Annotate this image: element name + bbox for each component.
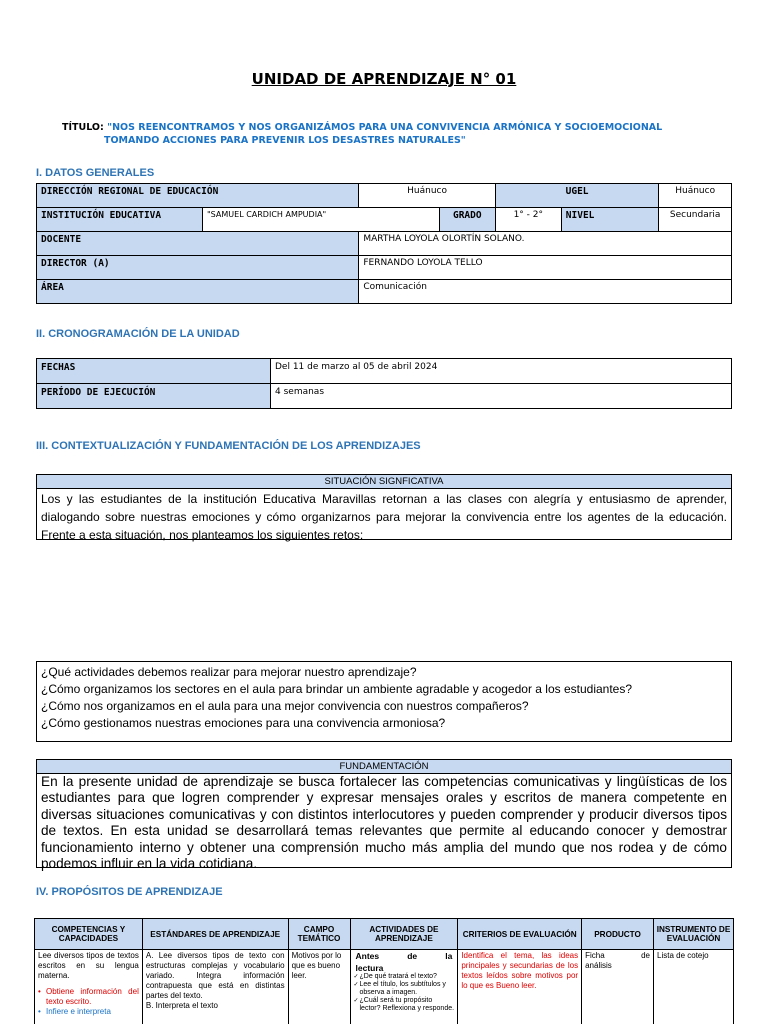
competencia-cell — [35, 950, 143, 1024]
fechas-label: FECHAS — [37, 359, 271, 384]
fundamentacion-box — [36, 759, 732, 872]
producto-word: de — [641, 951, 651, 960]
dre-value: Huánuco — [359, 184, 495, 208]
docente-label: DOCENTE — [37, 232, 359, 256]
unit-title — [62, 121, 732, 147]
header-actividades: ACTIVIDADES DE APRENDIZAJE — [350, 919, 458, 950]
estandar-b: B. Interpreta el texto — [145, 1001, 218, 1010]
capacidad-item: • Obtiene información del texto escrito. — [38, 987, 139, 1007]
nivel-label: NIVEL — [561, 208, 659, 232]
header-criterios: CRITERIOS DE EVALUACIÓN — [458, 919, 582, 950]
propositos-table — [34, 918, 734, 1024]
situacion-box — [36, 474, 732, 540]
area-label: ÁREA — [37, 280, 359, 304]
capacidad-item: • Infiere e interpreta — [38, 1007, 139, 1017]
periodo-value: 4 semanas — [271, 384, 732, 409]
header-campo: CAMPO TEMÁTICO — [288, 919, 350, 950]
fechas-value: Del 11 de marzo al 05 de abril 2024 — [271, 359, 732, 384]
fundamentacion-text: En la presente unidad de aprendizaje se busca fortalecer las competencias comunicativas y lingüísticas de los estudiantes para que logren comprender y expresar mensajes orales y escritos de manera competente en diversas situaciones comunicativas y con distintos interlocutores y pueden comprender y producir diversos tipos de textos. En esta unidad se desarrollará temas relevantes que permite al educando conocer y demostrar funcionamiento interno y obtener una comprensión mucho más amplia del mundo que nos rodea y de cómo podemos influir en la vida cotidiana. — [41, 774, 727, 872]
retos-list — [36, 661, 732, 742]
producto-cell — [582, 950, 654, 1024]
ugel-label: UGEL — [495, 184, 659, 208]
dre-label: DIRECCIÓN REGIONAL DE EDUCACIÓN — [37, 184, 359, 208]
actividad-title-word: lectura — [355, 963, 384, 973]
actividad-title-word: Antes — [355, 951, 380, 961]
reto-item: ¿Cómo organizamos los sectores en el aula para brindar un ambiente agradable y acogedor a los estudiantes? — [41, 682, 633, 696]
grado-label: GRADO — [439, 208, 495, 232]
header-producto: PRODUCTO — [582, 919, 654, 950]
instrumento-cell: Lista de cotejo — [654, 950, 734, 1024]
section-heading-crono: II. CRONOGRAMACIÓN DE LA UNIDAD — [36, 328, 240, 340]
nivel-value: Secundaria — [659, 208, 732, 232]
datos-generales-table — [36, 183, 732, 304]
docente-value: MARTHA LOYOLA OLORTÍN SOLANO. — [359, 232, 732, 256]
section-heading-propositos: IV. PROPÓSITOS DE APRENDIZAJE — [36, 886, 223, 898]
actividad-title-word: de — [407, 951, 418, 961]
cronogramacion-table — [36, 358, 732, 409]
ie-label: INSTITUCIÓN EDUCATIVA — [37, 208, 203, 232]
section-heading-datos: I. DATOS GENERALES — [36, 167, 155, 179]
actividad-title-word: la — [445, 951, 453, 961]
director-label: DIRECTOR (A) — [37, 256, 359, 280]
header-instrumento: INSTRUMENTO DE EVALUACIÓN — [654, 919, 734, 950]
ugel-value: Huánuco — [659, 184, 732, 208]
reto-item: ¿Qué actividades debemos realizar para mejorar nuestro aprendizaje? — [41, 665, 417, 679]
header-estandares: ESTÁNDARES DE APRENDIZAJE — [142, 919, 288, 950]
periodo-label: PERÍODO DE EJECUCIÓN — [37, 384, 271, 409]
area-value: Comunicación — [359, 280, 732, 304]
competencia-text: Lee diversos tipos de textos escritos en su lengua materna. — [38, 951, 139, 980]
actividades-cell — [350, 950, 458, 1024]
titulo-line-1: "NOS REENCONTRAMOS Y NOS ORGANIZÁMOS PARA UNA CONVIVENCIA ARMÓNICA Y SOCIOEMOCIONAL — [107, 122, 663, 133]
actividad-item: ✓ ¿De qué tratará el texto? — [354, 973, 455, 981]
producto-word: Ficha — [585, 951, 605, 960]
titulo-label: TÍTULO: — [62, 122, 104, 133]
estandar-cell — [142, 950, 288, 1024]
ie-value: "SAMUEL CARDICH AMPUDIA" — [203, 208, 440, 232]
header-competencias: COMPETENCIAS Y CAPACIDADES — [35, 919, 143, 950]
situacion-text: Los y las estudiantes de la institución Educativa Maravillas retornan a las clases con alegría y entusiasmo de aprender, dialogando sobre nuestras emociones y cómo organizarnos para mejorar la convivencia entre los agentes de la educación. Frente a esta situación, nos planteamos los siguientes retos: — [41, 492, 727, 542]
titulo-line-2: TOMANDO ACCIONES PARA PREVENIR LOS DESASTRES NATURALES" — [104, 135, 466, 146]
producto-word: análisis — [585, 961, 612, 970]
estandar-a: A. Lee diversos tipos de texto con estructuras complejas y vocabulario variado. Integra información contrapuesta que está en distintas partes del texto. — [145, 951, 285, 1000]
fundamentacion-header: FUNDAMENTACIÓN — [37, 760, 731, 774]
situacion-header: SITUACIÓN SIGNFICATIVA — [37, 475, 731, 489]
reto-item: ¿Cómo gestionamos nuestras emociones para una convivencia armoniosa? — [41, 716, 446, 730]
section-heading-contexto: III. CONTEXTUALIZACIÓN Y FUNDAMENTACIÓN DE LOS APRENDIZAJES — [36, 440, 421, 452]
document-title: UNIDAD DE APRENDIZAJE N° 01 — [251, 70, 517, 88]
actividad-item: ✓ Lee el título, los subtítulos y observa a imagen. — [354, 981, 455, 997]
grado-value: 1° - 2° — [495, 208, 561, 232]
criterio-cell: Identifica el tema, las ideas principales y secundarias de los textos leídos sobre motivos por lo que es Bueno leer. — [458, 950, 582, 1024]
actividad-item: ✓ ¿Cuál será tu propósito lector? Reflexiona y responde. — [354, 997, 455, 1013]
campo-cell: Motivos por lo que es bueno leer. — [288, 950, 350, 1024]
reto-item: ¿Cómo nos organizamos en el aula para una mejor convivencia con nuestros compañeros? — [41, 699, 529, 713]
director-value: FERNANDO LOYOLA TELLO — [359, 256, 732, 280]
